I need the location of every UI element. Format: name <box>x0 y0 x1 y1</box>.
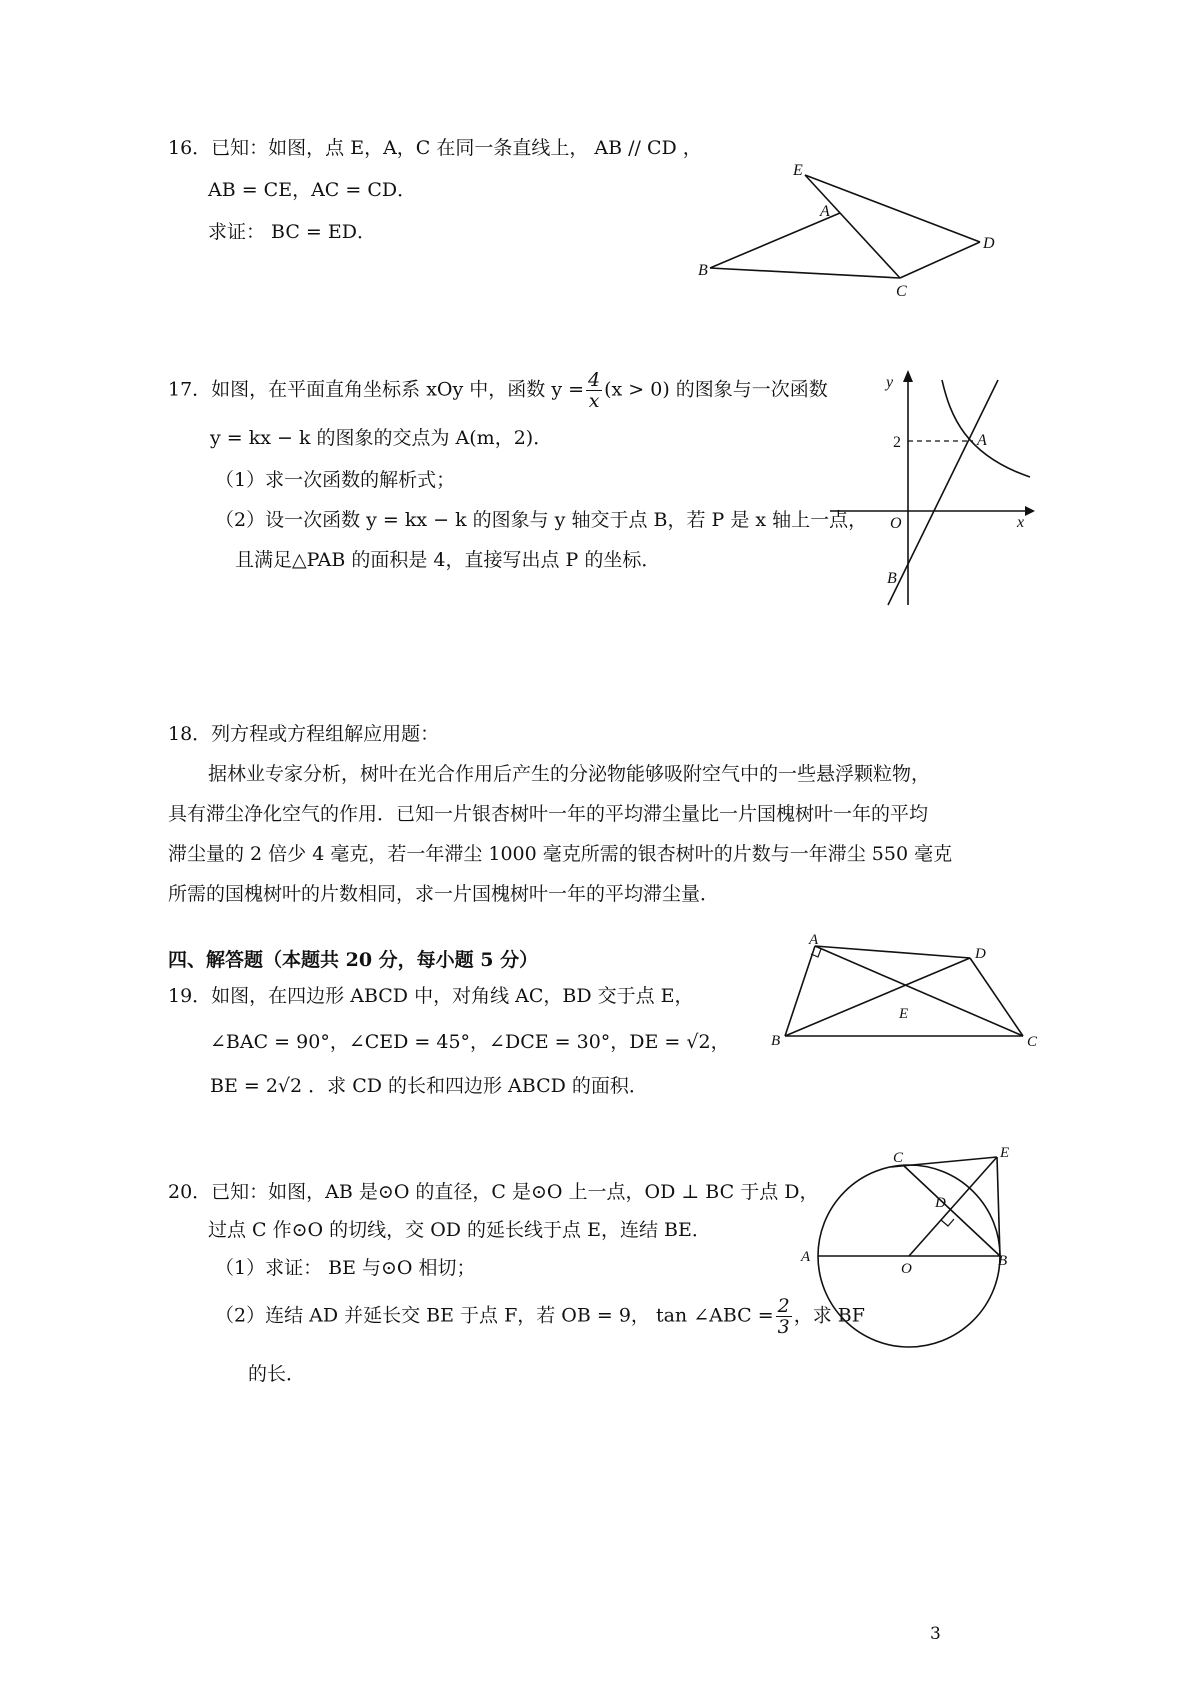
q19-diagonal-BD <box>785 958 970 1036</box>
q19-line-2: ∠BAC = 90°，∠CED = 45°，∠DCE = 30°，DE = √2， <box>210 1031 730 1053</box>
q17-figure <box>820 365 1050 615</box>
q17-y-arrow <box>903 370 913 382</box>
q17-line-4: （2）设一次函数 y = kx − k 的图象与 y 轴交于点 B，若 P 是 x 轴上一点， <box>215 509 868 531</box>
q16-label-D: D <box>983 235 995 252</box>
q18-line-1: 18．列方程或方程组解应用题： <box>168 723 440 745</box>
q20-fraction <box>776 1296 792 1337</box>
q20-frac-den: 3 <box>777 1316 790 1338</box>
q17-hyperbola <box>942 380 1030 477</box>
q20-label-B: B <box>998 1253 1008 1269</box>
q20-line-2: 过点 C 作⊙O 的切线，交 OD 的延长线于点 E，连结 BE． <box>208 1219 711 1241</box>
q17-line-3: （1）求一次函数的解析式； <box>215 469 456 491</box>
q16-label-E: E <box>793 162 803 179</box>
q16-line-3: 求证： BC = ED． <box>208 221 376 243</box>
q17-frac-num: 4 <box>588 369 601 391</box>
q20-label-C: C <box>893 1150 904 1166</box>
q18-line-5: 所需的国槐树叶的片数相同，求一片国槐树叶一年的平均滞尘量． <box>168 883 720 905</box>
q20-figure <box>795 1135 1035 1375</box>
q20-label-A: A <box>801 1249 811 1265</box>
q16-segment-ED <box>805 175 980 242</box>
section-heading: 四、解答题（本题共 20 分，每小题 5 分） <box>168 949 539 971</box>
q17-line-1a: 17．如图，在平面直角坐标系 xOy 中，函数 y = <box>168 378 585 401</box>
page-number: 3 <box>930 1624 941 1644</box>
q16-label-A: A <box>820 203 830 220</box>
q17-fraction <box>586 370 602 411</box>
q20-line-5: 的长． <box>248 1363 306 1385</box>
q18-line-2: 据林业专家分析，树叶在光合作用后产生的分泌物能够吸附空气中的一些悬浮颗粒物， <box>208 763 931 785</box>
q20-line-4 <box>215 1296 865 1337</box>
q18-line-3: 具有滞尘净化空气的作用．已知一片银杏树叶一年的平均滞尘量比一片国槐树叶一年的平均 <box>168 803 929 825</box>
q18-line-4: 滞尘量的 2 倍少 4 毫克，若一年滞尘 1000 毫克所需的银杏树叶的片数与一年滞尘 550 毫克 <box>168 843 953 865</box>
q20-label-D: D <box>935 1195 946 1211</box>
q20-line-4a: （2）连结 AD 并延长交 BE 于点 F，若 OB = 9， tan ∠ABC = <box>215 1304 774 1327</box>
q17-label-two: 2 <box>893 434 901 451</box>
q17-label-O: O <box>890 515 902 532</box>
q16-segment-EC <box>805 175 900 278</box>
q17-line-1 <box>168 370 828 411</box>
q19-label-B: B <box>771 1033 781 1049</box>
q16-segment-BA <box>710 213 840 268</box>
q20-frac-num: 2 <box>777 1295 790 1317</box>
q17-frac-den: x <box>588 390 600 412</box>
q20-label-E: E <box>1000 1145 1010 1161</box>
q19-figure <box>765 930 1055 1060</box>
q16-figure <box>690 150 1020 300</box>
q17-x-arrow <box>1025 506 1035 516</box>
q17-line-5: 且满足△PAB 的面积是 4，直接写出点 P 的坐标． <box>235 549 661 571</box>
q17-label-A: A <box>977 432 987 449</box>
q20-segment-CB <box>903 1165 1000 1256</box>
q17-line-2: y = kx − k 的图象的交点为 A(m，2)． <box>210 427 553 449</box>
q17-line <box>888 380 998 605</box>
q19-line-3: BE = 2√2 ．求 CD 的长和四边形 ABCD 的面积． <box>210 1075 648 1097</box>
q20-line-3: （1）求证： BE 与⊙O 相切； <box>215 1257 476 1279</box>
q19-label-E: E <box>899 1006 909 1022</box>
q16-segment-CD <box>900 242 980 278</box>
q17-line-1b: (x > 0) 的图象与一次函数 <box>604 378 828 401</box>
q20-line-4b: ，求 BF <box>793 1304 865 1327</box>
q19-line-1: 19．如图，在四边形 ABCD 中，对角线 AC，BD 交于点 E， <box>168 985 694 1007</box>
q20-right-angle-mark <box>941 1219 954 1226</box>
q19-label-A: A <box>809 932 819 948</box>
q16-segment-BC <box>710 268 900 278</box>
q16-line-2: AB = CE，AC = CD． <box>208 179 417 201</box>
q19-side-AB <box>785 946 815 1036</box>
q17-label-B: B <box>887 570 897 587</box>
q19-label-C: C <box>1027 1034 1038 1050</box>
q17-label-y: y <box>886 374 894 391</box>
q20-line-1: 20．已知：如图，AB 是⊙O 的直径，C 是⊙O 上一点，OD ⊥ BC 于点 D， <box>168 1181 819 1203</box>
q20-label-O: O <box>901 1261 912 1277</box>
q16-line-1: 16．已知：如图，点 E，A，C 在同一条直线上， AB // CD ， <box>168 137 702 159</box>
q17-label-x: x <box>1017 514 1025 531</box>
q20-tangent-CE <box>891 1157 997 1167</box>
q19-label-D: D <box>975 946 986 962</box>
q16-label-B: B <box>698 262 708 279</box>
q16-label-C: C <box>896 283 907 300</box>
